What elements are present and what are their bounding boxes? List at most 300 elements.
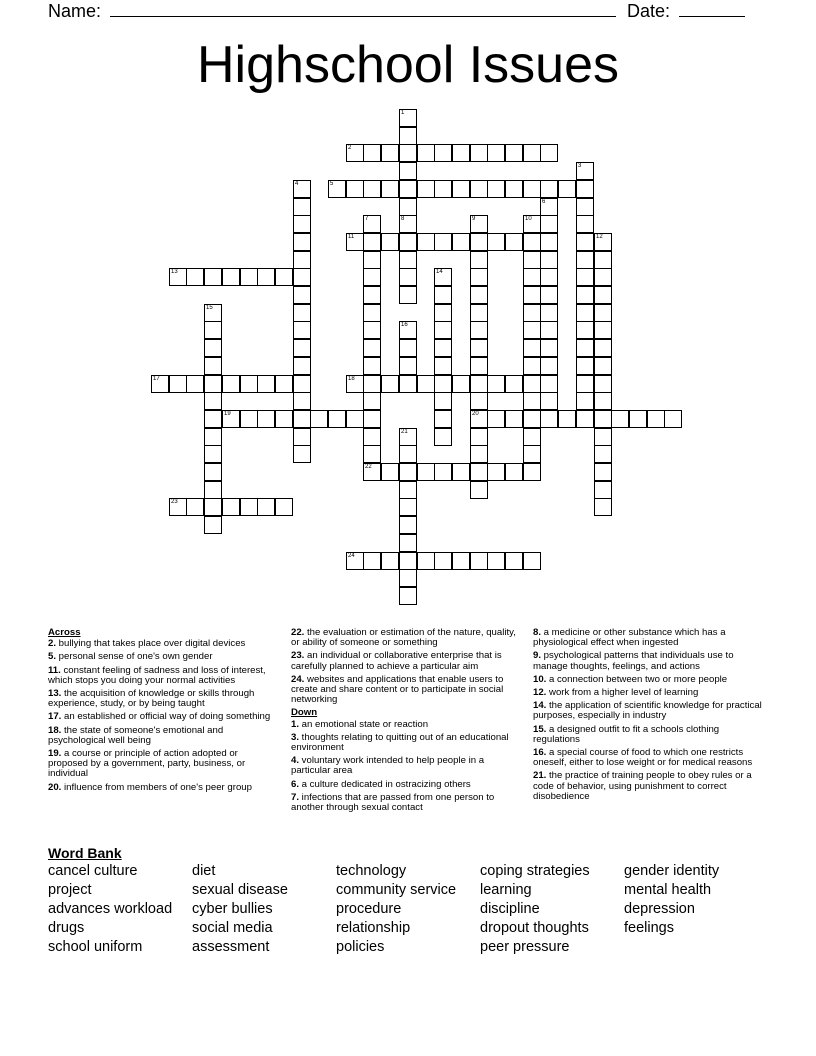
crossword-cell[interactable] xyxy=(647,410,665,428)
crossword-cell[interactable] xyxy=(576,198,594,216)
clue-item-text: a special course of food to which one restricts oneself, either to lose weight or for medical reasons xyxy=(533,747,753,769)
crossword-cell[interactable] xyxy=(594,481,612,499)
crossword-cell[interactable] xyxy=(399,215,417,233)
crossword-cell[interactable] xyxy=(576,410,594,428)
crossword-cell[interactable] xyxy=(523,180,541,198)
crossword-cell[interactable] xyxy=(381,233,399,251)
crossword-cell[interactable] xyxy=(381,180,399,198)
crossword-cell[interactable] xyxy=(434,321,452,339)
crossword-cell[interactable] xyxy=(399,357,417,375)
crossword-cell[interactable] xyxy=(540,410,558,428)
crossword-cell[interactable] xyxy=(523,321,541,339)
crossword-cell[interactable] xyxy=(452,552,470,570)
crossword-cell[interactable] xyxy=(452,180,470,198)
crossword-cell[interactable] xyxy=(363,268,381,286)
crossword-cell[interactable] xyxy=(204,357,222,375)
crossword-cell[interactable] xyxy=(558,410,576,428)
crossword-cell[interactable] xyxy=(293,410,311,428)
crossword-cell[interactable] xyxy=(594,392,612,410)
crossword-cell[interactable] xyxy=(452,233,470,251)
crossword-cell[interactable] xyxy=(151,375,169,393)
crossword-cell[interactable] xyxy=(523,268,541,286)
clue-item xyxy=(48,639,280,649)
crossword-cell[interactable] xyxy=(540,268,558,286)
crossword-cell[interactable] xyxy=(293,251,311,269)
clue-item xyxy=(533,701,765,721)
crossword-cell[interactable] xyxy=(487,144,505,162)
crossword-cell[interactable] xyxy=(293,357,311,375)
crossword-cell[interactable] xyxy=(222,268,240,286)
crossword-cell[interactable] xyxy=(328,410,346,428)
crossword-cell[interactable] xyxy=(399,268,417,286)
crossword-cell[interactable] xyxy=(257,375,275,393)
crossword-cell[interactable] xyxy=(523,304,541,322)
crossword-cell[interactable] xyxy=(434,375,452,393)
crossword-cell[interactable] xyxy=(540,357,558,375)
crossword-cell[interactable] xyxy=(204,321,222,339)
crossword-cell[interactable] xyxy=(204,516,222,534)
crossword-cell[interactable] xyxy=(505,410,523,428)
crossword-cell[interactable] xyxy=(452,144,470,162)
crossword-cell[interactable] xyxy=(523,552,541,570)
clue-item xyxy=(291,780,523,790)
crossword-cell[interactable] xyxy=(540,215,558,233)
crossword-cell[interactable] xyxy=(505,144,523,162)
clue-item-number: 4. xyxy=(291,755,300,767)
crossword-cell[interactable] xyxy=(363,286,381,304)
crossword-cell[interactable] xyxy=(470,251,488,269)
crossword-cell[interactable] xyxy=(452,375,470,393)
crossword-cell[interactable] xyxy=(434,392,452,410)
crossword-cell[interactable] xyxy=(487,552,505,570)
crossword-cell[interactable] xyxy=(470,481,488,499)
crossword-cell[interactable] xyxy=(399,109,417,127)
crossword-cell[interactable] xyxy=(540,392,558,410)
clue-item-number: 20. xyxy=(48,781,62,793)
crossword-cell[interactable] xyxy=(523,375,541,393)
crossword-cell[interactable] xyxy=(381,144,399,162)
crossword-cell[interactable] xyxy=(399,180,417,198)
word-bank-item: drugs xyxy=(48,920,85,936)
crossword-cell[interactable] xyxy=(363,180,381,198)
crossword-cell[interactable] xyxy=(399,481,417,499)
crossword-cell[interactable] xyxy=(594,498,612,516)
crossword-cell[interactable] xyxy=(594,251,612,269)
word-bank-item: social media xyxy=(192,920,273,936)
clue-number: 7 xyxy=(365,216,369,222)
crossword-cell[interactable] xyxy=(594,410,612,428)
crossword-cell[interactable] xyxy=(470,268,488,286)
clue-item xyxy=(533,628,765,648)
crossword-cell[interactable] xyxy=(523,233,541,251)
crossword-cell[interactable] xyxy=(434,410,452,428)
clue-item-number: 2. xyxy=(48,638,57,650)
crossword-cell[interactable] xyxy=(169,498,187,516)
crossword-cell[interactable] xyxy=(470,233,488,251)
crossword-cell[interactable] xyxy=(293,304,311,322)
crossword-cell[interactable] xyxy=(399,162,417,180)
crossword-cell[interactable] xyxy=(399,587,417,605)
crossword-cell[interactable] xyxy=(293,428,311,446)
clue-item-text: personal sense of one's own gender xyxy=(56,651,213,663)
clue-item-number: 7. xyxy=(291,791,300,803)
crossword-cell[interactable] xyxy=(399,233,417,251)
crossword-cell[interactable] xyxy=(293,445,311,463)
crossword-cell[interactable] xyxy=(417,233,435,251)
crossword-cell[interactable] xyxy=(399,198,417,216)
crossword-cell[interactable] xyxy=(363,375,381,393)
clue-item-text: an emotional state or reaction xyxy=(299,718,429,730)
crossword-cell[interactable] xyxy=(629,410,647,428)
clue-item xyxy=(48,783,280,793)
crossword-cell[interactable] xyxy=(204,339,222,357)
clue-number: 21 xyxy=(401,429,408,435)
clue-item-number: 8. xyxy=(533,627,542,638)
crossword-cell[interactable] xyxy=(363,233,381,251)
crossword-cell[interactable] xyxy=(204,445,222,463)
crossword-cell[interactable] xyxy=(487,180,505,198)
word-bank-item: sexual disease xyxy=(192,882,288,898)
crossword-cell[interactable] xyxy=(540,321,558,339)
crossword-cell[interactable] xyxy=(523,144,541,162)
clue-item-number: 3. xyxy=(291,731,300,743)
clue-number: 12 xyxy=(596,234,603,240)
crossword-cell[interactable] xyxy=(222,498,240,516)
crossword-cell[interactable] xyxy=(523,339,541,357)
crossword-cell[interactable] xyxy=(576,286,594,304)
clue-item-text: a medicine or other substance which has a physiological effect when ingested xyxy=(533,627,726,649)
crossword-cell[interactable] xyxy=(470,357,488,375)
crossword-cell[interactable] xyxy=(257,410,275,428)
clue-item xyxy=(48,652,280,662)
crossword-cell[interactable] xyxy=(576,375,594,393)
clue-number: 22 xyxy=(365,464,372,470)
crossword-cell[interactable] xyxy=(328,180,346,198)
clue-item-text: constant feeling of sadness and loss of interest, which stops you doing your normal activities xyxy=(48,664,266,686)
crossword-cell[interactable] xyxy=(240,498,258,516)
clue-number: 2 xyxy=(348,145,352,151)
crossword-cell[interactable] xyxy=(576,251,594,269)
crossword-cell[interactable] xyxy=(222,375,240,393)
crossword-cell[interactable] xyxy=(346,144,364,162)
clue-item-text: influence from members of one's peer group xyxy=(61,781,252,793)
crossword-cell[interactable] xyxy=(204,498,222,516)
crossword-cell[interactable] xyxy=(293,339,311,357)
crossword-cell[interactable] xyxy=(558,180,576,198)
crossword-cell[interactable] xyxy=(505,463,523,481)
crossword-cell[interactable] xyxy=(470,304,488,322)
clue-item-number: 9. xyxy=(533,650,542,662)
crossword-cell[interactable] xyxy=(576,392,594,410)
crossword-cell[interactable] xyxy=(381,375,399,393)
crossword-cell[interactable] xyxy=(594,321,612,339)
crossword-cell[interactable] xyxy=(523,392,541,410)
crossword-cell[interactable] xyxy=(470,375,488,393)
crossword-cell[interactable] xyxy=(664,410,682,428)
clue-item xyxy=(291,628,523,648)
crossword-cell[interactable] xyxy=(363,428,381,446)
crossword-cell[interactable] xyxy=(470,180,488,198)
crossword-cell[interactable] xyxy=(204,392,222,410)
crossword-cell[interactable] xyxy=(470,410,488,428)
crossword-cell[interactable] xyxy=(594,304,612,322)
crossword-cell[interactable] xyxy=(434,304,452,322)
crossword-cell[interactable] xyxy=(363,321,381,339)
crossword-cell[interactable] xyxy=(399,463,417,481)
crossword-cell[interactable] xyxy=(275,498,293,516)
clue-item xyxy=(533,771,765,802)
crossword-cell[interactable] xyxy=(576,233,594,251)
crossword-cell[interactable] xyxy=(576,268,594,286)
crossword-cell[interactable] xyxy=(346,180,364,198)
crossword-cell[interactable] xyxy=(204,268,222,286)
crossword-cell[interactable] xyxy=(523,428,541,446)
crossword-cell[interactable] xyxy=(257,498,275,516)
crossword-cell[interactable] xyxy=(523,410,541,428)
crossword-cell[interactable] xyxy=(434,463,452,481)
crossword-cell[interactable] xyxy=(346,410,364,428)
crossword-cell[interactable] xyxy=(399,286,417,304)
crossword-cell[interactable] xyxy=(505,552,523,570)
crossword-cell[interactable] xyxy=(204,428,222,446)
crossword-cell[interactable] xyxy=(381,463,399,481)
crossword-cell[interactable] xyxy=(540,251,558,269)
crossword-cell[interactable] xyxy=(594,339,612,357)
crossword-cell[interactable] xyxy=(293,198,311,216)
clue-number: 19 xyxy=(224,411,231,417)
crossword-cell[interactable] xyxy=(434,357,452,375)
crossword-cell[interactable] xyxy=(204,481,222,499)
crossword-cell[interactable] xyxy=(363,552,381,570)
clue-item-number: 5. xyxy=(48,651,57,663)
crossword-cell[interactable] xyxy=(399,516,417,534)
clue-item-text: work from a higher level of learning xyxy=(546,687,699,699)
crossword-cell[interactable] xyxy=(594,428,612,446)
clue-number: 9 xyxy=(472,216,476,222)
crossword-cell[interactable] xyxy=(399,498,417,516)
word-bank-item: cancel culture xyxy=(48,863,138,879)
crossword-cell[interactable] xyxy=(363,144,381,162)
clue-item-text: a designed outfit to fit a schools clothing regulations xyxy=(533,723,720,745)
crossword-cell[interactable] xyxy=(540,198,558,216)
crossword-cell[interactable] xyxy=(204,463,222,481)
word-bank-item: policies xyxy=(336,939,385,955)
crossword-cell[interactable] xyxy=(540,339,558,357)
crossword-cell[interactable] xyxy=(594,286,612,304)
crossword-cell[interactable] xyxy=(540,286,558,304)
clue-number: 4 xyxy=(295,181,299,187)
crossword-cell[interactable] xyxy=(293,268,311,286)
clue-number: 18 xyxy=(348,376,355,382)
crossword-cell[interactable] xyxy=(275,375,293,393)
crossword-cell[interactable] xyxy=(576,321,594,339)
clue-item-number: 17. xyxy=(48,711,62,723)
crossword-cell[interactable] xyxy=(523,445,541,463)
crossword-cell[interactable] xyxy=(576,180,594,198)
crossword-cell[interactable] xyxy=(523,463,541,481)
crossword-cell[interactable] xyxy=(470,286,488,304)
clue-number: 1 xyxy=(401,110,405,116)
crossword-cell[interactable] xyxy=(399,144,417,162)
crossword-cell[interactable] xyxy=(186,498,204,516)
crossword-cell[interactable] xyxy=(186,268,204,286)
crossword-cell[interactable] xyxy=(434,552,452,570)
crossword-cell[interactable] xyxy=(576,339,594,357)
crossword-cell[interactable] xyxy=(240,375,258,393)
crossword-cell[interactable] xyxy=(452,463,470,481)
crossword-cell[interactable] xyxy=(470,463,488,481)
crossword-cell[interactable] xyxy=(399,428,417,446)
crossword-cell[interactable] xyxy=(470,339,488,357)
crossword-cell[interactable] xyxy=(576,162,594,180)
name-label: Name: xyxy=(48,1,102,21)
crossword-cell[interactable] xyxy=(487,375,505,393)
crossword-cell[interactable] xyxy=(417,552,435,570)
crossword-cell[interactable] xyxy=(204,304,222,322)
crossword-cell[interactable] xyxy=(434,180,452,198)
crossword-cell[interactable] xyxy=(523,215,541,233)
crossword-cell[interactable] xyxy=(293,392,311,410)
clue-item-number: 19. xyxy=(48,748,62,760)
crossword-cell[interactable] xyxy=(346,552,364,570)
crossword-cell[interactable] xyxy=(523,251,541,269)
crossword-cell[interactable] xyxy=(470,215,488,233)
crossword-cell[interactable] xyxy=(540,144,558,162)
crossword-cell[interactable] xyxy=(576,357,594,375)
crossword-cell[interactable] xyxy=(381,552,399,570)
crossword-cell[interactable] xyxy=(222,410,240,428)
crossword-cell[interactable] xyxy=(257,268,275,286)
clues-column-1 xyxy=(48,628,280,796)
clue-number: 8 xyxy=(401,216,405,222)
crossword-cell[interactable] xyxy=(470,392,488,410)
crossword-cell[interactable] xyxy=(363,215,381,233)
crossword-cell[interactable] xyxy=(540,233,558,251)
crossword-cell[interactable] xyxy=(470,144,488,162)
crossword-cell[interactable] xyxy=(594,463,612,481)
crossword-cell[interactable] xyxy=(417,375,435,393)
crossword-cell[interactable] xyxy=(346,375,364,393)
crossword-cell[interactable] xyxy=(594,357,612,375)
crossword-cell[interactable] xyxy=(169,375,187,393)
crossword-cell[interactable] xyxy=(399,251,417,269)
crossword-cell[interactable] xyxy=(363,463,381,481)
crossword-cell[interactable] xyxy=(505,233,523,251)
crossword-cell[interactable] xyxy=(275,268,293,286)
crossword-cell[interactable] xyxy=(293,180,311,198)
crossword-cell[interactable] xyxy=(540,304,558,322)
crossword-cell[interactable] xyxy=(310,410,328,428)
crossword-cell[interactable] xyxy=(346,233,364,251)
clue-item xyxy=(291,720,523,730)
crossword-cell[interactable] xyxy=(204,375,222,393)
crossword-cell[interactable] xyxy=(240,268,258,286)
crossword-cell[interactable] xyxy=(204,410,222,428)
clue-item-text: a culture dedicated in ostracizing others xyxy=(299,778,471,790)
crossword-cell[interactable] xyxy=(363,410,381,428)
crossword-cell[interactable] xyxy=(293,321,311,339)
crossword-cell[interactable] xyxy=(487,410,505,428)
crossword-cell[interactable] xyxy=(363,392,381,410)
crossword-cell[interactable] xyxy=(169,268,187,286)
crossword-cell[interactable] xyxy=(399,127,417,145)
crossword-cell[interactable] xyxy=(363,304,381,322)
crossword-cell[interactable] xyxy=(399,569,417,587)
crossword-cell[interactable] xyxy=(399,375,417,393)
crossword-cell[interactable] xyxy=(594,233,612,251)
crossword-cell[interactable] xyxy=(363,339,381,357)
crossword-cell[interactable] xyxy=(487,463,505,481)
crossword-cell[interactable] xyxy=(275,410,293,428)
crossword-cell[interactable] xyxy=(594,268,612,286)
crossword-cell[interactable] xyxy=(240,410,258,428)
crossword-cell[interactable] xyxy=(417,144,435,162)
clue-item xyxy=(48,689,280,709)
crossword-cell[interactable] xyxy=(363,357,381,375)
clue-item-number: 1. xyxy=(291,718,300,730)
crossword-cell[interactable] xyxy=(363,251,381,269)
crossword-cell[interactable] xyxy=(470,428,488,446)
crossword-cell[interactable] xyxy=(434,144,452,162)
crossword-cell[interactable] xyxy=(523,357,541,375)
crossword-cell[interactable] xyxy=(540,180,558,198)
crossword-cell[interactable] xyxy=(434,268,452,286)
clue-item-text: an established or official way of doing something xyxy=(61,711,271,723)
crossword-cell[interactable] xyxy=(470,321,488,339)
crossword-cell[interactable] xyxy=(293,215,311,233)
crossword-cell[interactable] xyxy=(434,233,452,251)
crossword-cell[interactable] xyxy=(399,321,417,339)
crossword-cell[interactable] xyxy=(470,445,488,463)
crossword-cell[interactable] xyxy=(186,375,204,393)
crossword-cell[interactable] xyxy=(293,286,311,304)
crossword-cell[interactable] xyxy=(540,375,558,393)
crossword-cell[interactable] xyxy=(487,233,505,251)
crossword-cell[interactable] xyxy=(470,552,488,570)
crossword-cell[interactable] xyxy=(399,339,417,357)
clue-number: 11 xyxy=(348,234,355,240)
crossword-cell[interactable] xyxy=(399,445,417,463)
crossword-cell[interactable] xyxy=(594,375,612,393)
word-bank-item: learning xyxy=(480,882,532,898)
crossword-cell[interactable] xyxy=(434,428,452,446)
crossword-cell[interactable] xyxy=(293,375,311,393)
crossword-cell[interactable] xyxy=(611,410,629,428)
crossword-cell[interactable] xyxy=(523,286,541,304)
clue-item-number: 16. xyxy=(533,747,547,759)
crossword-cell[interactable] xyxy=(434,339,452,357)
crossword-cell[interactable] xyxy=(399,552,417,570)
crossword-cell[interactable] xyxy=(399,534,417,552)
crossword-cell[interactable] xyxy=(505,180,523,198)
crossword-cell[interactable] xyxy=(363,445,381,463)
crossword-cell[interactable] xyxy=(293,233,311,251)
clue-item-number: 12. xyxy=(533,687,547,699)
clue-number: 23 xyxy=(171,499,178,505)
crossword-cell[interactable] xyxy=(505,375,523,393)
crossword-cell[interactable] xyxy=(576,304,594,322)
crossword-cell[interactable] xyxy=(434,286,452,304)
crossword-cell[interactable] xyxy=(594,445,612,463)
word-bank-item: coping strategies xyxy=(480,863,590,879)
clue-item xyxy=(533,651,765,671)
page-title: Highschool Issues xyxy=(197,36,619,94)
crossword-cell[interactable] xyxy=(417,463,435,481)
word-bank-item: discipline xyxy=(480,901,540,917)
crossword-cell[interactable] xyxy=(576,215,594,233)
clue-item-text: voluntary work intended to help people in a particular area xyxy=(291,755,485,777)
crossword-cell[interactable] xyxy=(417,180,435,198)
